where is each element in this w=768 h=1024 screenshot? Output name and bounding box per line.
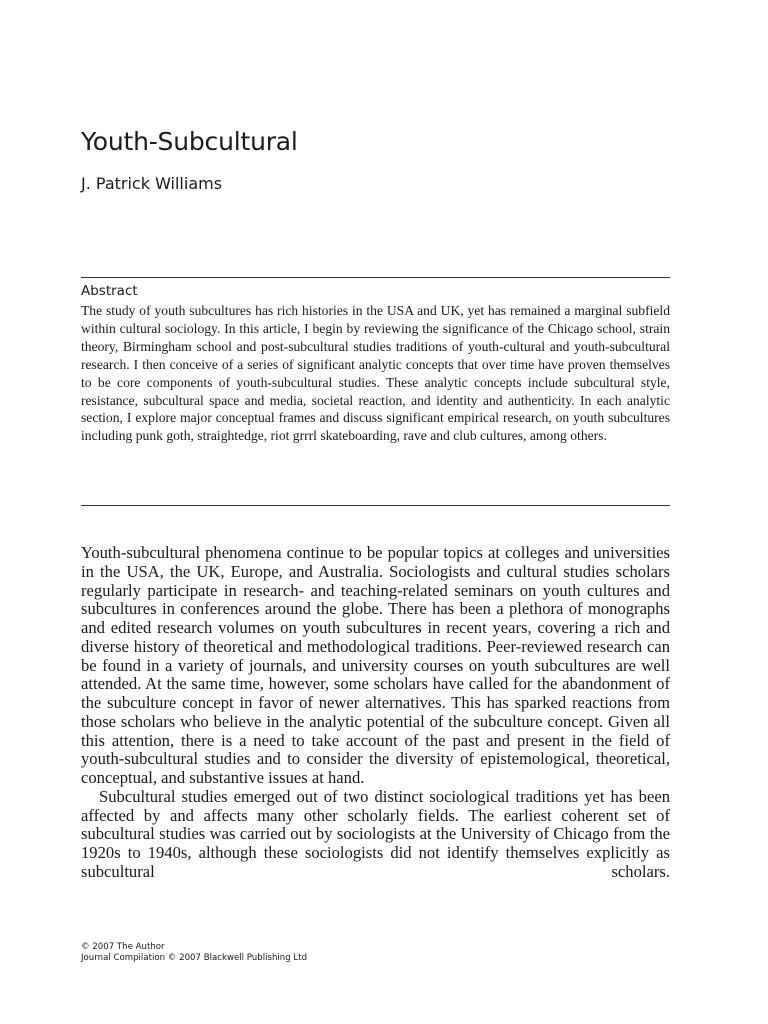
abstract-top-rule [81,277,670,278]
abstract-bottom-rule [81,505,670,506]
footer-compilation: Journal Compilation © 2007 Blackwell Publishing Ltd [81,953,308,963]
body-paragraph-1: Youth-subcultural phenomena continue to be popular topics at colleges and universities in the USA, the UK, Europe, and Australia. Sociologists and cultural studies scholars regularly participate in research- and teaching-related seminars on youth cultures and subcultures in conferences around the globe. There has been a plethora of monographs and edited research volumes on youth subcultures in recent years, covering a rich and diverse history of theoretical and methodological traditions. Peer-reviewed research can be found in a variety of journals, and university courses on youth subcultures are well attended. At the same time, however, some scholars have called for the abandonment of the subculture concept in favor of newer alternatives. This has sparked reactions from those scholars who believe in the analytic potential of the subculture concept. Given all this attention, there is a need to take account of the past and present in the field of youth-subcultural studies and to consider the diversity of epistemological, theoretical, conceptual, and substantive issues at hand. [81,543,670,787]
article-author: J. Patrick Williams [81,174,223,193]
body-text [81,544,670,882]
article-page [81,0,671,1024]
abstract-text: The study of youth subcultures has rich histories in the USA and UK, yet has remained a marginal subfield within cultural sociology. In this article, I begin by reviewing the significance of the Chicago school, strain theory, Birmingham school and post-subcultural studies traditions of youth-cultural and youth-subcultural research. I then conceive of a series of significant analytic concepts that over time have proven themselves to be core components of youth-subcultural studies. These analytic concepts include subcultural style, resistance, subcultural space and media, societal reaction, and identity and authenticity. In each analytic section, I explore major conceptual frames and discuss significant empirical research, on youth subcultures including punk goth, straightedge, riot grrrl skateboarding, rave and club cultures, among others. [81,303,670,444]
page-footer [81,942,307,964]
body-paragraph-2: Subcultural studies emerged out of two distinct sociological traditions yet has been affected by and affects many other scholarly fields. The earliest coherent set of subcultural studies was carried out by sociologists at the University of Chicago from the 1920s to 1940s, although these sociologists did not identify themselves explicitly as subcultural scholars. [81,786,670,881]
footer-copyright: © 2007 The Author [81,942,165,952]
article-title: Youth-Subcultural [81,127,298,156]
abstract-heading: Abstract [81,283,138,299]
